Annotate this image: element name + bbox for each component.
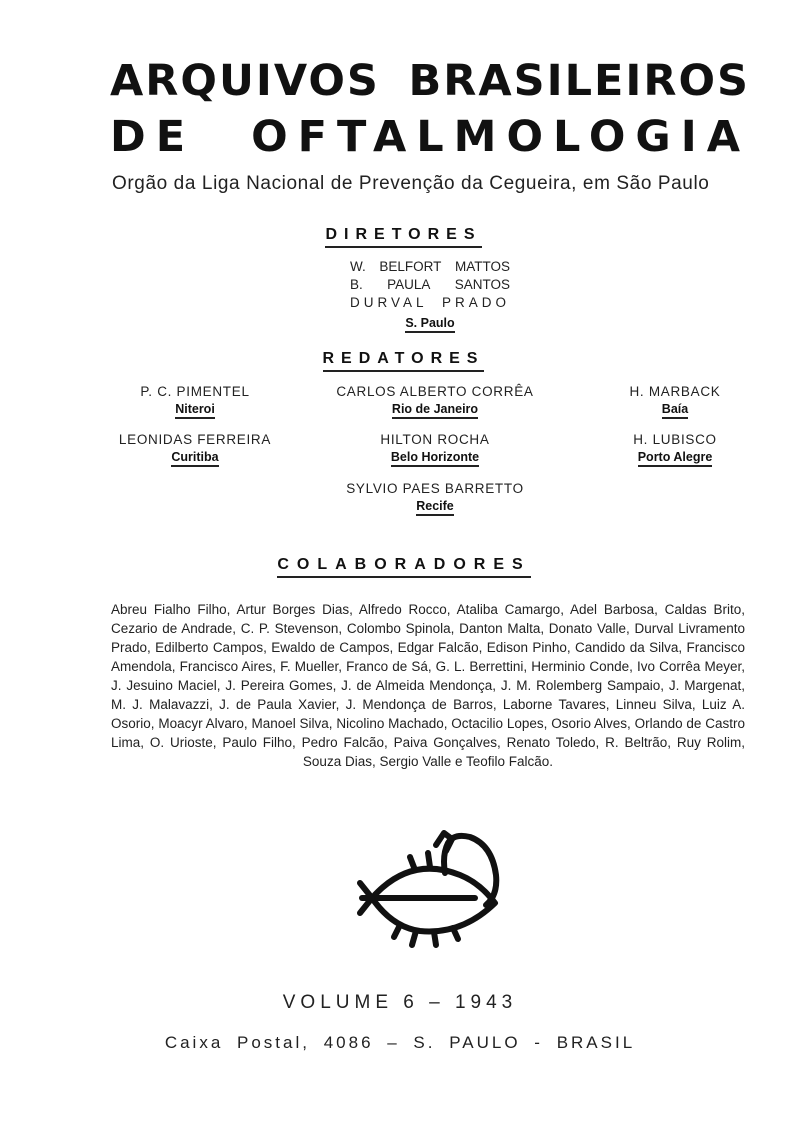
title-word: ARQUIVOS — [110, 56, 380, 106]
redatores-heading: REDATORES — [0, 350, 800, 372]
redator-city: Baía — [662, 402, 688, 419]
eye-lamp-emblem-icon — [350, 825, 510, 955]
redator-name: H. MARBACK — [629, 384, 721, 399]
redator-city: Rio de Janeiro — [392, 402, 478, 419]
redator-city: Belo Horizonte — [391, 450, 479, 467]
volume-line: VOLUME 6 – 1943 — [282, 992, 518, 1013]
diretores-list — [350, 258, 510, 333]
redator-name: CARLOS ALBERTO CORRÊA — [336, 384, 534, 399]
diretor-name: DURVAL PRADO — [350, 295, 510, 310]
redator-name: P. C. PIMENTEL — [140, 384, 250, 399]
title-word: DE — [110, 112, 196, 162]
redator-city: Recife — [416, 499, 454, 516]
redator-entry — [310, 384, 560, 419]
diretor-name: B. PAULA SANTOS — [350, 277, 510, 292]
colaboradores-heading: COLABORADORES — [0, 556, 800, 578]
redator-entry — [310, 481, 560, 516]
redator-entry — [310, 432, 560, 467]
diretores-city: S. Paulo — [405, 316, 454, 333]
redator-name: SYLVIO PAES BARRETTO — [346, 481, 524, 496]
redator-name: HILTON ROCHA — [380, 432, 490, 447]
colaboradores-list: Abreu Fialho Filho, Artur Borges Dias, Alfredo Rocco, Ataliba Camargo, Adel Barbosa, Caldas Brito, Cezario de Andrade, C. P. Stevenson, Colombo Spinola, Danton Malta, Donato Valle, Durval Livramento Prado, Edilberto Campos, Ewaldo de Campos, Edgar Falcão, Edison Pinho, Candido da Silva, Francisco Amendola, Francisco Aires, F. Mueller, Franco de Sá, G. L. Berrettini, Herminio Conde, Ivo Corrêa Meyer, J. Jesuino Maciel, J. Pereira Gomes, J. de Almeida Mendonça, J. M. Rolemberg Sampaio, J. Margenat, M. J. Malavazzi, J. de Paula Xavier, J. Mendonça de Barros, Laborne Tavares, Linneu Silva, Luiz A. Osorio, Moacyr Alvaro, Manoel Silva, Nicolino Machado, Octacilio Lopes, Osorio Alves, Orlando de Castro Lima, O. Urioste, Paulo Filho, Pedro Falcão, Paiva Gonçalves, Renato Toledo, R. Beltrão, Ruy Rolim, Souza Dias, Sergio Valle e Teofilo Falcão. — [111, 602, 745, 769]
redator-city: Curitiba — [171, 450, 218, 467]
journal-subtitle: Orgão da Liga Nacional de Prevenção da Cegueira, em São Paulo — [112, 173, 710, 194]
redator-entry — [600, 384, 750, 419]
address-line: Caixa Postal, 4086 – S. PAULO - BRASIL — [164, 1033, 636, 1052]
redator-name: H. LUBISCO — [633, 432, 717, 447]
redator-city: Niteroi — [175, 402, 215, 419]
redator-entry — [110, 384, 280, 419]
redator-entry — [100, 432, 290, 467]
journal-title-line-1 — [110, 58, 750, 104]
title-word: BRASILEIROS — [408, 56, 750, 106]
title-word: OFTALMOLOGIA — [251, 112, 750, 162]
redator-name: LEONIDAS FERREIRA — [118, 432, 272, 447]
redator-entry — [600, 432, 750, 467]
journal-title-line-2 — [110, 114, 750, 160]
redator-city: Porto Alegre — [638, 450, 713, 467]
diretores-heading: DIRETORES — [0, 226, 800, 248]
diretor-name: W. BELFORT MATTOS — [350, 259, 510, 274]
